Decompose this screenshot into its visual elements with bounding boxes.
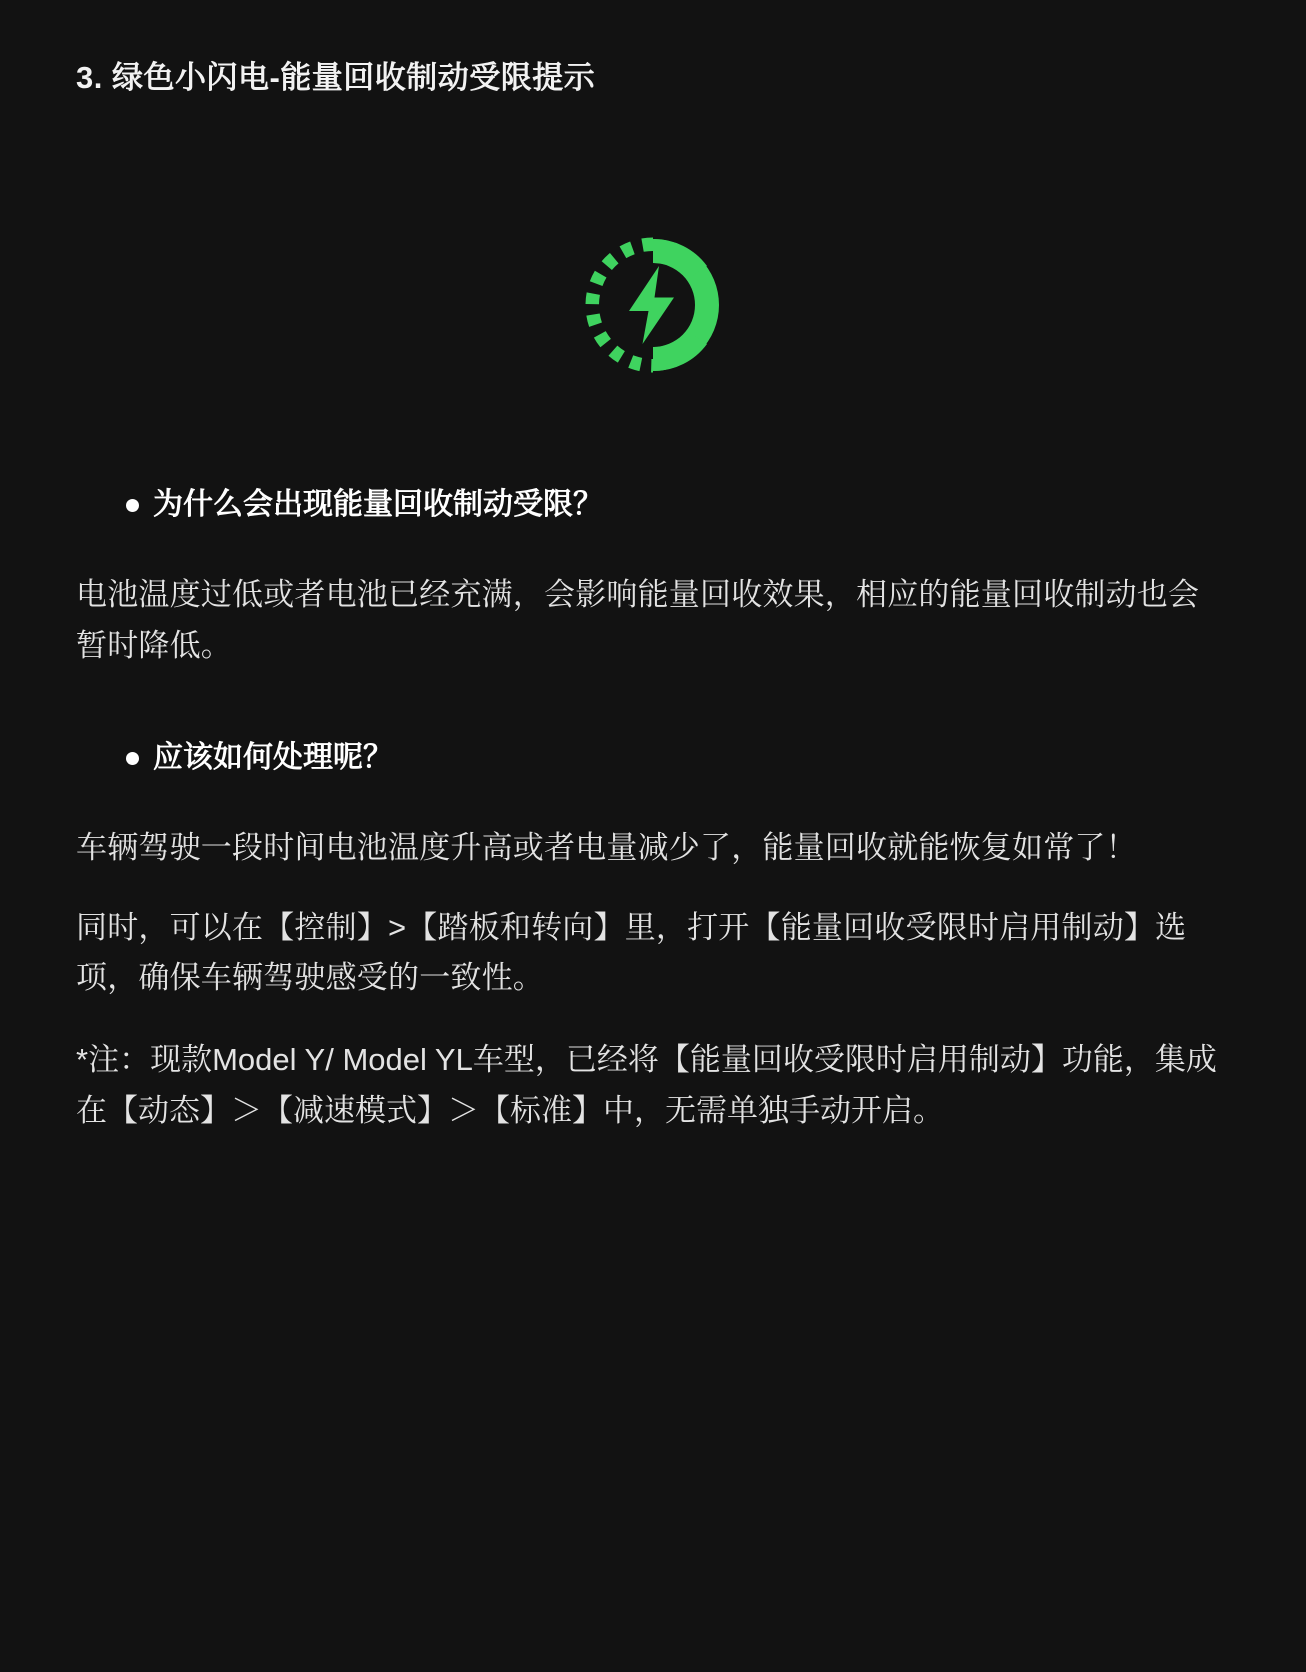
icon-container bbox=[76, 210, 1230, 400]
bullet-dot-icon bbox=[126, 752, 139, 765]
footnote: *注：现款Model Y/ Model YL车型，已经将【能量回收受限时启用制动】功能，集成在【动态】＞【减速模式】＞【标准】中，无需单独手动开启。 bbox=[76, 1042, 1217, 1128]
page-title: 3. 绿色小闪电-能量回收制动受限提示 bbox=[76, 60, 596, 95]
regenerative-braking-limited-icon bbox=[578, 230, 728, 380]
question-1-paragraph-1: 电池温度过低或者电池已经充满，会影响能量回收效果，相应的能量回收制动也会暂时降低。 bbox=[76, 577, 1200, 663]
question-2-paragraph-1: 车辆驾驶一段时间电池温度升高或者电量减少了，能量回收就能恢复如常了！ bbox=[76, 829, 1137, 865]
question-1 bbox=[76, 484, 1230, 526]
question-1-label: 为什么会出现能量回收制动受限？ bbox=[153, 488, 603, 522]
question-2-paragraph-2: 同时，可以在【控制】>【踏板和转向】里，打开【能量回收受限时启用制动】选项，确保车辆驾驶感受的一致性。 bbox=[76, 909, 1187, 996]
bullet-dot-icon bbox=[126, 499, 139, 512]
question-2-label: 应该如何处理呢？ bbox=[153, 740, 393, 774]
question-2 bbox=[76, 737, 1230, 779]
